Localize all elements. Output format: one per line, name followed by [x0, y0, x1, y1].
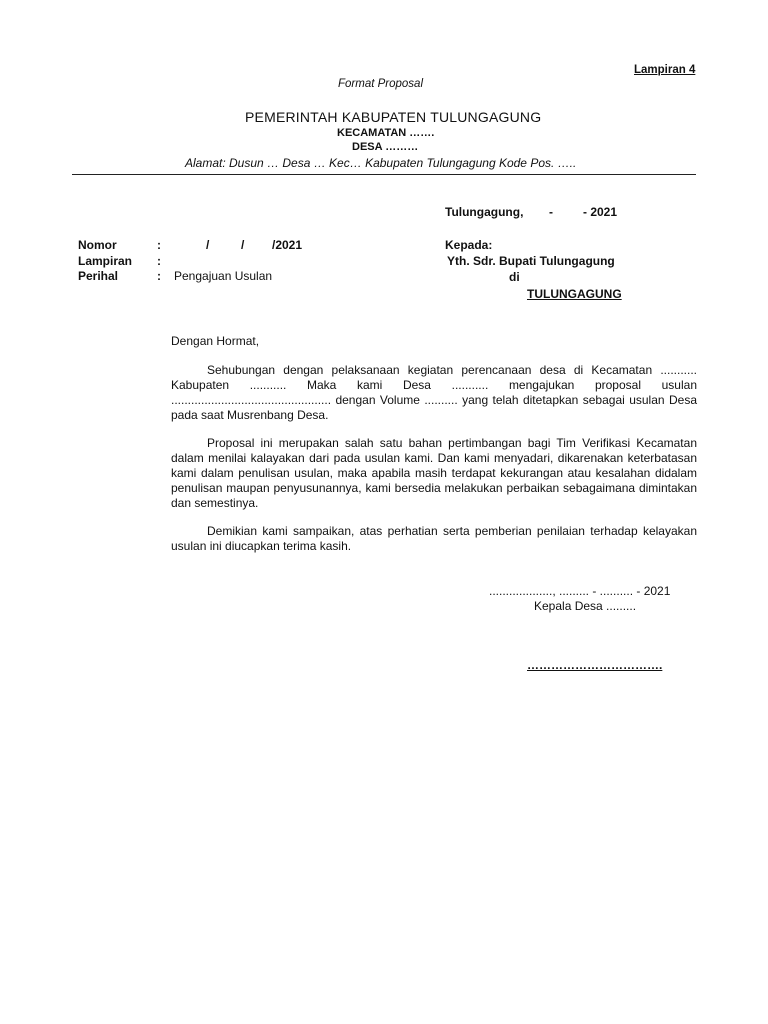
signature-date: ..................., ......... - .......... - 2021	[489, 584, 671, 598]
greeting: Dengan Hormat,	[171, 334, 260, 348]
signature-role: Kepala Desa .........	[534, 599, 637, 613]
recipient-di: di	[509, 270, 520, 284]
recipient-kepada: Kepada:	[445, 238, 493, 252]
letterhead-desa: DESA ………	[352, 141, 419, 153]
perihal-value: Pengajuan Usulan	[174, 269, 273, 283]
nomor-colon: :	[157, 238, 161, 252]
body-paragraph-3-text: Demikian kami sampaikan, atas perhatian serta pemberian penilaian terhadap kelayakan usulan ini diucapkan terima kasih.	[171, 524, 697, 553]
lampiran-colon: :	[157, 254, 161, 268]
recipient-yth: Yth. Sdr. Bupati Tulungagung	[447, 254, 615, 268]
body-paragraph-2	[171, 436, 697, 511]
date-place: Tulungagung,	[445, 205, 524, 219]
body-paragraph-2-text: Proposal ini merupakan salah satu bahan pertimbangan bagi Tim Verifikasi Kecamatan dalam menilai kalayakan dari pada usulan kami. Dan kami menyadari, dikarenakan keterbatasan kami dalam penulisan usulan, maka apabila masih terdapat kekurangan atau kesalahan didalam penulisan maupan penyusunannya, kami bersedia melakukan perbaikan sebagaimana dimintakan dan semestinya.	[171, 436, 697, 510]
format-title: Format Proposal	[338, 78, 424, 90]
letterhead-kecamatan: KECAMATAN …….	[337, 127, 435, 139]
perihal-colon: :	[157, 269, 161, 283]
body-paragraph-3	[171, 524, 697, 554]
letterhead-divider	[72, 174, 696, 175]
date-year: - 2021	[583, 205, 618, 219]
nomor-slash-1: /	[206, 238, 210, 252]
nomor-slash-2: /	[241, 238, 245, 252]
signature-name-line: …………………………….	[527, 658, 663, 672]
lampiran-label: Lampiran	[78, 254, 133, 268]
attachment-label: Lampiran 4	[634, 64, 696, 76]
body-paragraph-1-text: Sehubungan dengan pelaksanaan kegiatan perencanaan desa di Kecamatan ........... Kabupaten ........... Maka kami Desa ........... mengajukan proposal usulan ................................................ dengan Volume .......... yang telah ditetapkan sebagai usulan Desa pada saat Musrenbang Desa.	[171, 363, 697, 422]
nomor-year: /2021	[272, 238, 303, 252]
body-paragraph-1	[171, 363, 697, 423]
perihal-label: Perihal	[78, 269, 119, 283]
nomor-label: Nomor	[78, 238, 117, 252]
letterhead-government: PEMERINTAH KABUPATEN TULUNGAGUNG	[245, 109, 542, 125]
recipient-city: TULUNGAGUNG	[527, 287, 622, 301]
date-separator: -	[549, 205, 553, 219]
letterhead-address: Alamat: Dusun … Desa … Kec… Kabupaten Tulungagung Kode Pos. …..	[185, 156, 577, 170]
